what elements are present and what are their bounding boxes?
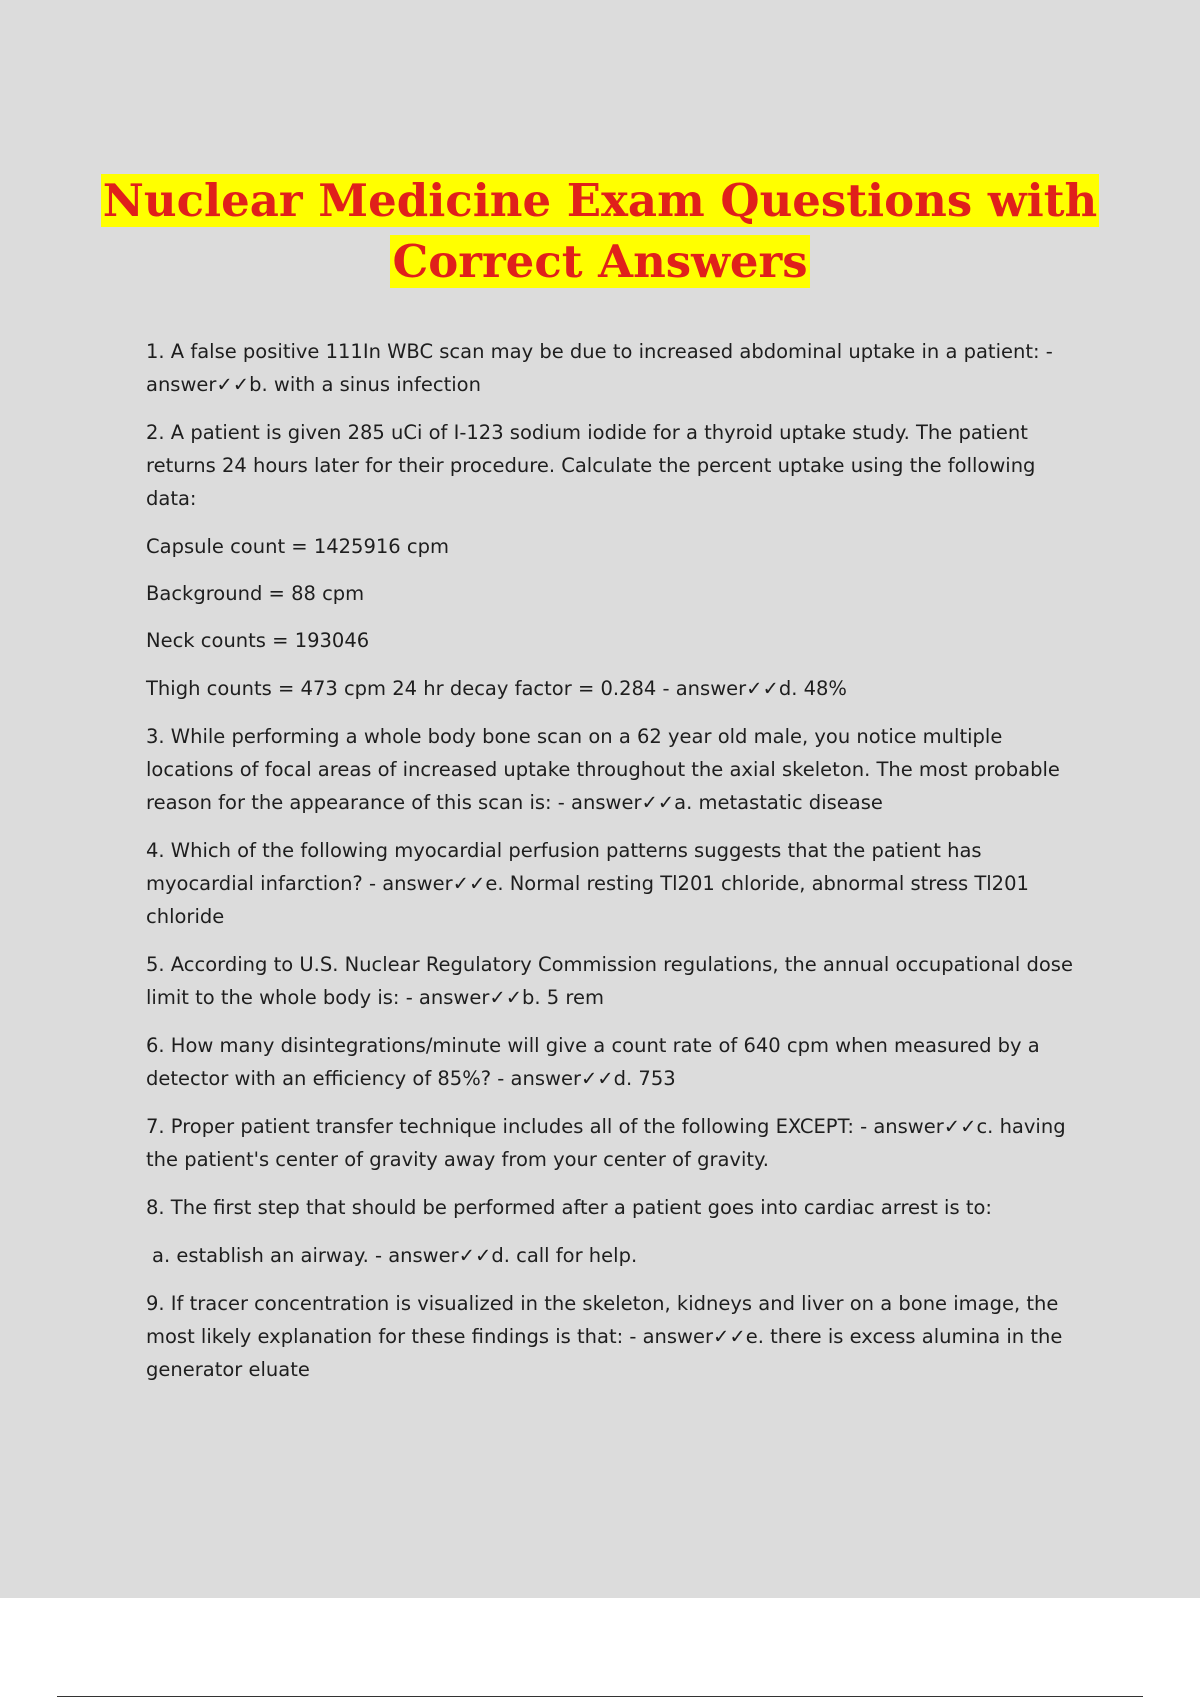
document-body: [146, 335, 1086, 1401]
question-4: 4. Which of the following myocardial perfusion patterns suggests that the patient has myocardial infarction? - answer✓✓e. Normal resting Tl201 chloride, abnormal stress Tl201 chloride: [146, 839, 1029, 928]
title-line-2: Correct Answers: [392, 235, 808, 288]
footer-divider: [57, 1696, 1143, 1697]
title-line-1: Nuclear Medicine Exam Questions with: [102, 174, 1098, 227]
data-capsule-count: Capsule count = 1425916 cpm: [146, 535, 449, 558]
question-7: 7. Proper patient transfer technique includes all of the following EXCEPT: - answer✓✓c. having the patient's center of gravity away from your center of gravity.: [146, 1115, 1066, 1171]
question-8: 8. The first step that should be performed after a patient goes into cardiac arrest is to:: [146, 1196, 992, 1219]
question-2: 2. A patient is given 285 uCi of I-123 sodium iodide for a thyroid uptake study. The patient returns 24 hours later for their procedure. Calculate the percent uptake using the following data:: [146, 421, 1036, 510]
question-5: 5. According to U.S. Nuclear Regulatory Commission regulations, the annual occupational dose limit to the whole body is: - answer✓✓b. 5 rem: [146, 953, 1073, 1009]
question-6: 6. How many disintegrations/minute will give a count rate of 640 cpm when measured by a detector with an efficiency of 85%? - answer✓✓d. 753: [146, 1034, 1040, 1090]
question-1: 1. A false positive 111In WBC scan may be due to increased abdominal uptake in a patient: - answer✓✓b. with a sinus infection: [146, 340, 1053, 396]
document-title: [0, 170, 1200, 292]
data-neck-counts: Neck counts = 193046: [146, 629, 370, 652]
data-background: Background = 88 cpm: [146, 582, 365, 605]
question-8-answer: a. establish an airway. - answer✓✓d. call for help.: [152, 1244, 638, 1267]
data-thigh-counts-answer: Thigh counts = 473 cpm 24 hr decay factor = 0.284 - answer✓✓d. 48%: [146, 677, 847, 700]
question-9: 9. If tracer concentration is visualized in the skeleton, kidneys and liver on a bone image, the most likely explanation for these findings is that: - answer✓✓e. there is excess alumina in the generator eluate: [146, 1292, 1063, 1381]
question-3: 3. While performing a whole body bone scan on a 62 year old male, you notice multiple locations of focal areas of increased uptake throughout the axial skeleton. The most probable reason for the appearance of this scan is: - answer✓✓a. metastatic disease: [146, 725, 1060, 814]
